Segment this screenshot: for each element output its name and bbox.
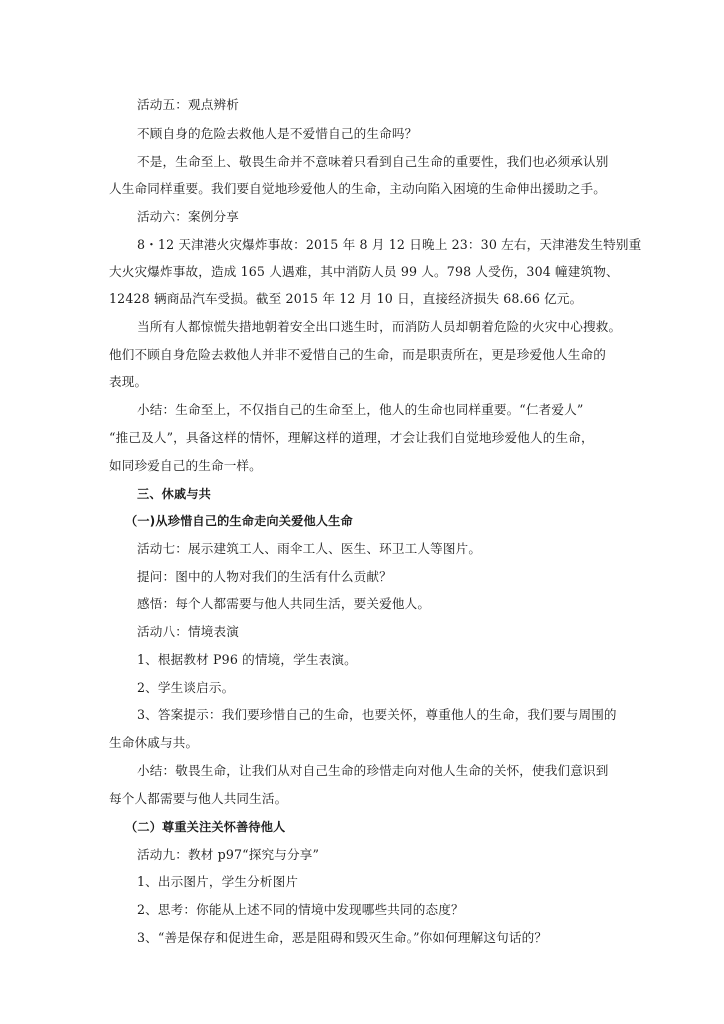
summary-line: 小结：敬畏生命，让我们从对自己生命的珍惜走向对他人生命的关怀，使我们意识到 [137,763,609,778]
activity-9-heading: 活动九：教材 p97“探究与分享” [137,847,320,862]
paragraph-line: 12428 辆商品汽车受损。截至 2015 年 12 月 10 日，直接经济损失 68.66 亿元。 [109,291,583,306]
paragraph-line: 他们不顾自身危险去救他人并非不爱惜自己的生命，而是职责所在，更是珍爱他人生命的 [109,347,607,362]
summary-line: 小结：生命至上，不仅指自己的生命至上，他人的生命也同样重要。“仁者爱人” [137,402,584,417]
list-item-continuation: 生命休戚与共。 [109,735,199,750]
paragraph-line: 大火灾爆炸事故，造成 165 人遇难，其中消防人员 99 人。798 人受伤，304 幢建筑物、 [109,264,619,279]
subsection-2-heading: （二）尊重关注关怀善待他人 [125,820,286,834]
list-item: 1、出示图片，学生分析图片 [137,874,299,889]
list-item: 2、学生谈启示。 [137,680,235,695]
list-item: 1、根据教材 P96 的情境，学生表演。 [137,652,357,667]
summary-line: 每个人都需要与他人共同生活。 [109,791,288,806]
list-item: 3、答案提示：我们要珍惜自己的生命，也要关怀，尊重他人的生命，我们要与周围的 [137,707,617,722]
paragraph-line: 人生命同样重要。我们要自觉地珍爱他人的生命，主动向陷入困境的生命伸出援助之手。 [109,181,607,196]
paragraph-line: 不是，生命至上、敬畏生命并不意味着只看到自己生命的重要性，我们也必须承认别 [137,154,609,169]
paragraph-line: 8・12 天津港火灾爆炸事故：2015 年 8 月 12 日晚上 23：30 左右，天津港发生特别重 [137,237,642,252]
activity-8-heading: 活动八：情境表演 [137,624,239,639]
summary-line: 如同珍爱自己的生命一样。 [109,458,262,473]
activity-6-heading: 活动六：案例分享 [137,209,239,224]
list-item: 2、思考：你能从上述不同的情境中发现哪些共同的态度？ [137,902,464,917]
subsection-1-heading: （一)从珍惜自己的生命走向关爱他人生命 [125,514,353,528]
paragraph-line: 表现。 [109,374,148,389]
activity-5-heading: 活动五：观点辨析 [137,97,239,112]
section-3-heading: 三、休戚与共 [137,487,212,501]
list-item: 3、“善是保存和促进生命，恶是阻碍和毁灭生命。”你如何理解这句话的？ [137,930,548,945]
paragraph-line: 当所有人都惊慌失措地朝着安全出口逃生时，而消防人员却朝着危险的火灾中心搜救。 [137,319,622,334]
paragraph-line: 感悟：每个人都需要与他人共同生活，要关爱他人。 [137,596,431,611]
summary-line: “推己及人”，具备这样的情怀，理解这样的道理，才会让我们自觉地珍爱他人的生命， [109,430,594,445]
paragraph-line: 提问：图中的人物对我们的生活有什么贡献？ [137,569,392,584]
paragraph-line: 不顾自身的危险去救他人是不爱惜自己的生命吗？ [137,126,418,141]
activity-7-line: 活动七：展示建筑工人、雨伞工人、医生、环卫工人等图片。 [137,541,482,556]
